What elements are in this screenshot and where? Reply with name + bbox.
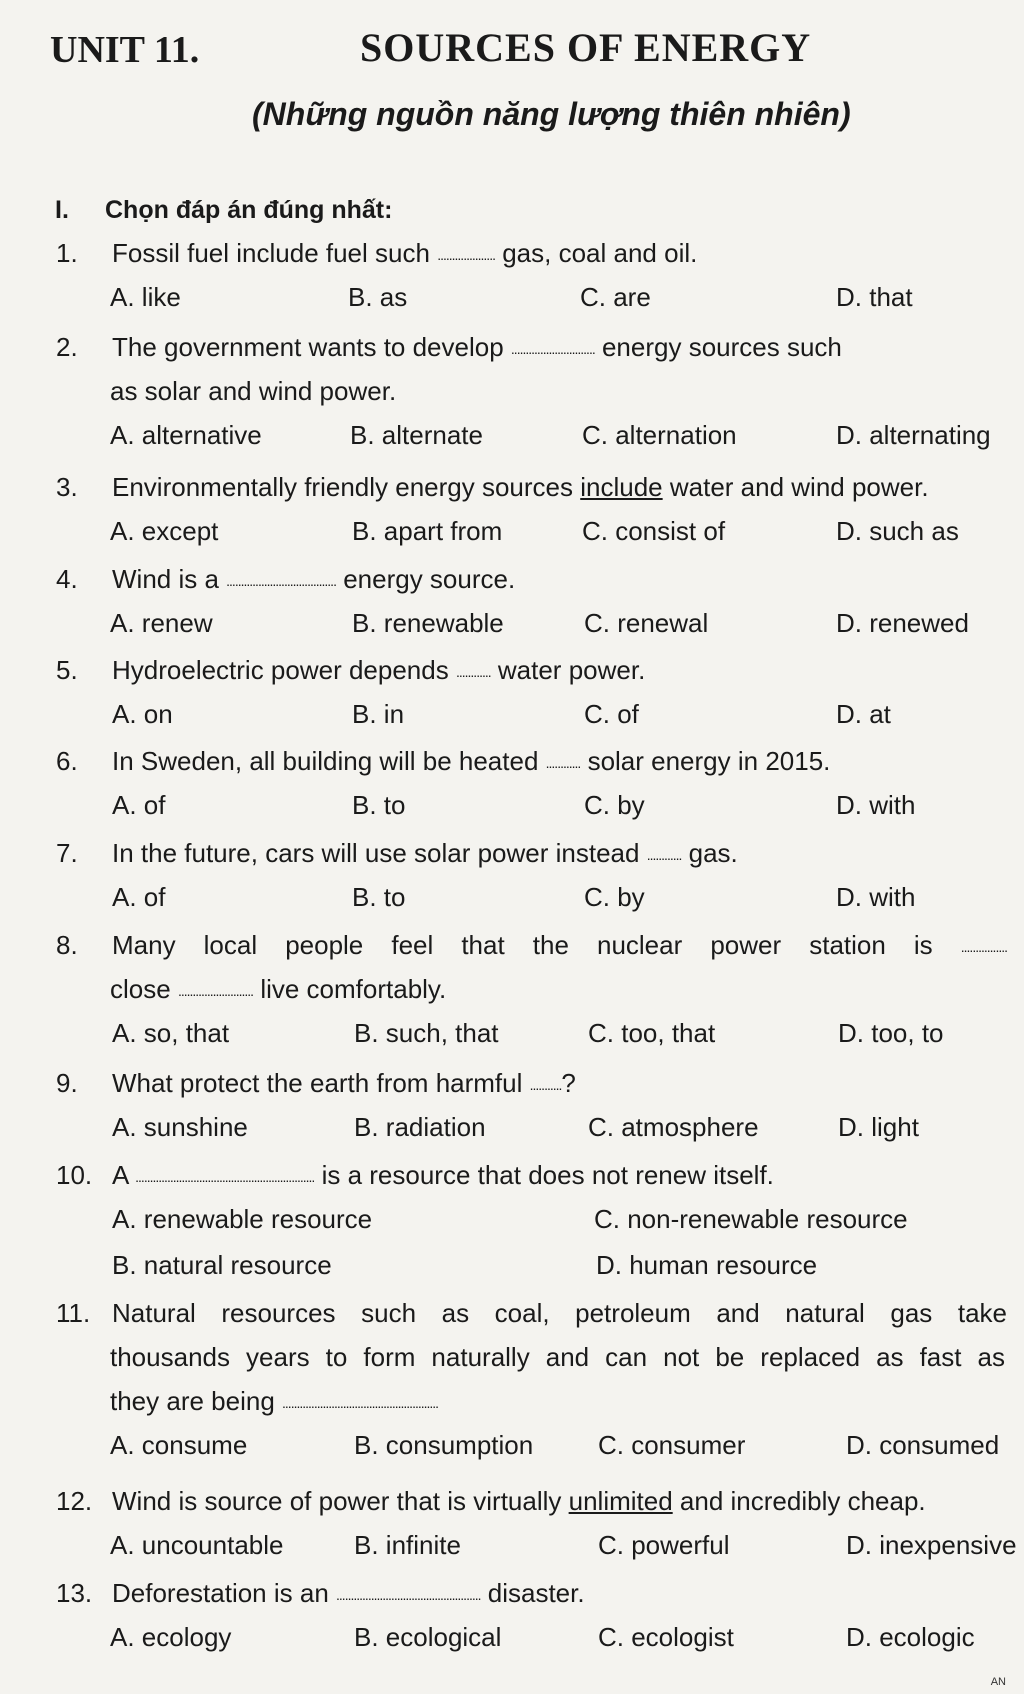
option-c: C. ecologist bbox=[598, 1622, 734, 1652]
options-row bbox=[0, 1018, 1024, 1064]
option-c: C. alternation bbox=[582, 420, 737, 450]
answer-blank: ................ bbox=[960, 939, 1007, 956]
option-a: A. like bbox=[110, 282, 181, 312]
option-d: D. ecologic bbox=[846, 1622, 975, 1652]
option-c: C. renewal bbox=[584, 608, 709, 638]
option-d: D. that bbox=[836, 282, 913, 312]
option-d: D. human resource bbox=[596, 1250, 818, 1280]
option-b: B. to bbox=[352, 790, 406, 820]
answer-blank: .............................................................. bbox=[135, 1169, 315, 1186]
question-text-continued-2: they are being ...................................................... bbox=[110, 1386, 439, 1416]
question-5 bbox=[0, 655, 1024, 745]
option-c: C. are bbox=[580, 282, 651, 312]
option-a: A. except bbox=[110, 516, 219, 546]
options-row bbox=[0, 1112, 1024, 1158]
page-title: SOURCES OF ENERGY bbox=[360, 25, 812, 70]
question-12 bbox=[0, 1486, 1024, 1576]
options-row bbox=[0, 516, 1024, 562]
question-number: 13. bbox=[56, 1578, 93, 1608]
answer-blank: .................... bbox=[437, 247, 495, 264]
option-b: B. apart from bbox=[352, 516, 503, 546]
option-a: A. sunshine bbox=[112, 1112, 248, 1142]
question-number: 4. bbox=[56, 564, 78, 594]
question-number: 11. bbox=[56, 1298, 91, 1328]
option-b: B. in bbox=[352, 699, 405, 729]
question-text-continued: as solar and wind power. bbox=[110, 376, 397, 406]
question-text: Fossil fuel include fuel such .................... gas, coal and oil. bbox=[112, 238, 698, 268]
option-c: C. consumer bbox=[598, 1430, 746, 1460]
question-number: 12. bbox=[56, 1486, 93, 1516]
question-4 bbox=[0, 564, 1024, 654]
option-d: D. with bbox=[836, 882, 916, 912]
options-row bbox=[0, 790, 1024, 836]
option-b: B. ecological bbox=[354, 1622, 502, 1652]
question-3 bbox=[0, 472, 1024, 562]
header bbox=[0, 10, 1024, 160]
options-row bbox=[0, 882, 1024, 928]
question-1 bbox=[0, 238, 1024, 328]
question-text: Wind is source of power that is virtually unlimited and incredibly cheap. bbox=[112, 1486, 926, 1516]
question-number: 10. bbox=[56, 1160, 93, 1190]
answer-blank: ...................................................... bbox=[282, 1395, 439, 1412]
question-number: 8. bbox=[56, 930, 78, 960]
option-a: A. on bbox=[112, 699, 173, 729]
option-d: D. inexpensive bbox=[846, 1530, 1017, 1560]
option-c: C. too, that bbox=[588, 1018, 716, 1048]
question-text: Hydroelectric power depends ............ water power. bbox=[112, 655, 646, 685]
answer-blank: .......................... bbox=[177, 983, 254, 1000]
question-text: Deforestation is an .................................................. disaster. bbox=[112, 1578, 585, 1608]
option-c: C. atmosphere bbox=[588, 1112, 759, 1142]
options-row bbox=[0, 1250, 1024, 1296]
option-d: D. too, to bbox=[838, 1018, 944, 1048]
option-a: A. ecology bbox=[110, 1622, 232, 1652]
question-number: 5. bbox=[56, 655, 78, 685]
option-d: D. renewed bbox=[836, 608, 969, 638]
question-number: 3. bbox=[56, 472, 78, 502]
option-c: C. consist of bbox=[582, 516, 726, 546]
answer-blank: ...................................... bbox=[226, 573, 336, 590]
question-text: Many local people feel that the nuclear power station is ................ bbox=[112, 930, 1007, 960]
question-2 bbox=[0, 332, 1024, 466]
question-number: 7. bbox=[56, 838, 78, 868]
option-a: A. alternative bbox=[110, 420, 262, 450]
question-text: Wind is a ...................................... energy source. bbox=[112, 564, 516, 594]
question-7 bbox=[0, 838, 1024, 928]
options-row bbox=[0, 1204, 1024, 1250]
option-b: B. natural resource bbox=[112, 1250, 332, 1280]
question-text: In Sweden, all building will be heated ............ solar energy in 2015. bbox=[112, 746, 831, 776]
option-b: B. renewable bbox=[352, 608, 504, 638]
answer-blank: ........... bbox=[529, 1077, 562, 1094]
question-text: Natural resources such as coal, petroleum and natural gas take bbox=[112, 1298, 1007, 1328]
option-c: C. of bbox=[584, 699, 639, 729]
options-row bbox=[0, 1622, 1024, 1668]
option-b: B. such, that bbox=[354, 1018, 499, 1048]
question-13 bbox=[0, 1578, 1024, 1668]
answer-blank: .................................................. bbox=[336, 1587, 481, 1604]
unit-label: UNIT 11. bbox=[50, 29, 200, 71]
question-number: 2. bbox=[56, 332, 78, 362]
section-title: Chọn đáp án đúng nhất: bbox=[105, 196, 393, 224]
answer-blank: ............................. bbox=[510, 341, 595, 358]
option-d: D. consumed bbox=[846, 1430, 1000, 1460]
question-text: A .............................................................. is a resource that does not renew itself. bbox=[112, 1160, 774, 1190]
section-number: I. bbox=[55, 196, 69, 224]
option-b: B. to bbox=[352, 882, 406, 912]
options-row bbox=[0, 608, 1024, 654]
option-a: A. of bbox=[112, 882, 166, 912]
question-6 bbox=[0, 746, 1024, 836]
question-number: 9. bbox=[56, 1068, 78, 1098]
question-10 bbox=[0, 1160, 1024, 1296]
option-a: A. renewable resource bbox=[112, 1204, 373, 1234]
option-d: D. such as bbox=[836, 516, 959, 546]
option-a: A. uncountable bbox=[110, 1530, 284, 1560]
options-row bbox=[0, 1430, 1024, 1476]
option-b: B. radiation bbox=[354, 1112, 486, 1142]
options-row bbox=[0, 420, 1024, 466]
answer-blank: ............ bbox=[646, 847, 682, 864]
question-text-continued: thousands years to form naturally and can not be replaced as fast as bbox=[110, 1342, 1005, 1372]
question-9 bbox=[0, 1068, 1024, 1158]
underlined-word: include bbox=[580, 472, 663, 502]
question-11 bbox=[0, 1298, 1024, 1476]
question-text: The government wants to develop ............................. energy sources such bbox=[112, 332, 842, 362]
option-b: B. infinite bbox=[354, 1530, 461, 1560]
question-text: What protect the earth from harmful ...........? bbox=[112, 1068, 576, 1098]
options-row bbox=[0, 282, 1024, 328]
option-a: A. so, that bbox=[112, 1018, 230, 1048]
question-number: 1. bbox=[56, 238, 78, 268]
option-c: C. powerful bbox=[598, 1530, 730, 1560]
option-a: A. renew bbox=[110, 608, 213, 638]
option-d: D. at bbox=[836, 699, 891, 729]
options-row bbox=[0, 1530, 1024, 1576]
options-row bbox=[0, 699, 1024, 745]
question-text: Environmentally friendly energy sources include water and wind power. bbox=[112, 472, 929, 502]
question-text-continued: close .......................... live comfortably. bbox=[110, 974, 447, 1004]
option-d: D. with bbox=[836, 790, 916, 820]
page-subtitle: (Những nguồn năng lượng thiên nhiên) bbox=[252, 96, 851, 132]
question-8 bbox=[0, 930, 1024, 1064]
answer-blank: ............ bbox=[545, 755, 581, 772]
option-c: C. by bbox=[584, 882, 645, 912]
option-a: A. of bbox=[112, 790, 166, 820]
option-b: B. consumption bbox=[354, 1430, 534, 1460]
option-d: D. alternating bbox=[836, 420, 991, 450]
option-c: C. non-renewable resource bbox=[594, 1204, 908, 1234]
option-a: A. consume bbox=[110, 1430, 248, 1460]
option-c: C. by bbox=[584, 790, 645, 820]
option-b: B. alternate bbox=[350, 420, 483, 450]
underlined-word: unlimited bbox=[568, 1486, 673, 1516]
section-heading bbox=[55, 196, 392, 225]
option-b: B. as bbox=[348, 282, 408, 312]
answer-blank: ............ bbox=[455, 664, 491, 681]
option-d: D. light bbox=[838, 1112, 919, 1142]
question-text: In the future, cars will use solar power instead ............ gas. bbox=[112, 838, 738, 868]
corner-mark: AN bbox=[990, 1676, 1006, 1688]
question-number: 6. bbox=[56, 746, 78, 776]
